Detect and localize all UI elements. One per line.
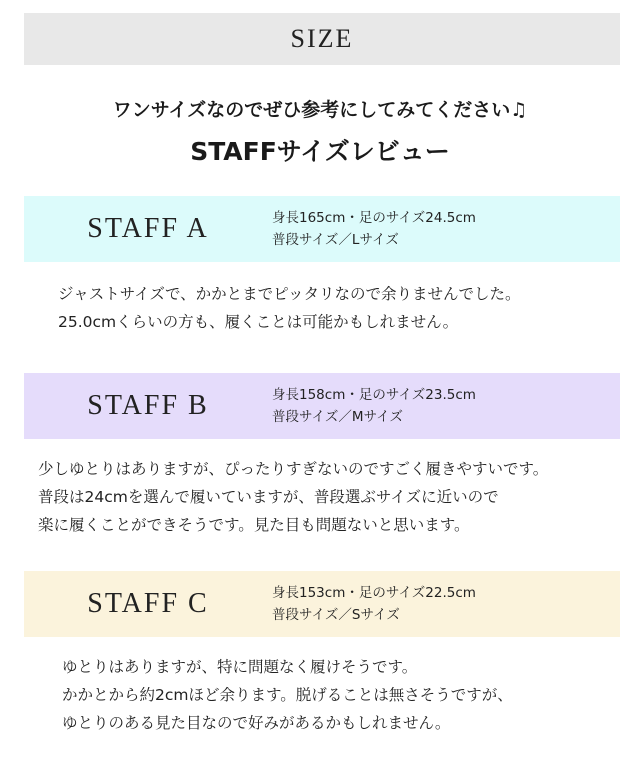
staff-b-review — [38, 455, 548, 539]
review-line: 普段は24cmを選んで履いていますが、普段選ぶサイズに近いので — [38, 488, 499, 506]
size-header-bar — [24, 13, 620, 65]
staff-b-measurements: 身長158cm・足のサイズ23.5cm — [272, 387, 476, 403]
review-line: ジャストサイズで、かかとまでピッタリなので余りませんでした。 — [58, 285, 521, 303]
review-line: かかとから約2cmほど余ります。脱げることは無さそうですが、 — [62, 686, 513, 704]
staff-b-usual-size: 普段サイズ／Mサイズ — [272, 409, 403, 425]
staff-c-review — [62, 653, 513, 737]
review-line: ゆとりのある見た目なので好みがあるかもしれません。 — [62, 714, 451, 732]
staff-review-heading: STAFFサイズレビュー — [190, 137, 450, 166]
staff-a-usual-size: 普段サイズ／Lサイズ — [272, 232, 399, 248]
review-line: ゆとりはありますが、特に問題なく履けそうです。 — [62, 658, 418, 676]
staff-a-measurements: 身長165cm・足のサイズ24.5cm — [272, 210, 476, 226]
staff-a-band — [24, 196, 620, 262]
staff-b-name: STAFF B — [87, 390, 209, 421]
review-line: 楽に履くことができそうです。見た目も問題ないと思います。 — [38, 516, 470, 534]
staff-a-name: STAFF A — [87, 213, 209, 244]
review-line: 25.0cmくらいの方も、履くことは可能かもしれません。 — [58, 313, 459, 331]
staff-c-measurements: 身長153cm・足のサイズ22.5cm — [272, 585, 476, 601]
staff-c-name: STAFF C — [87, 588, 209, 619]
staff-b-band — [24, 373, 620, 439]
staff-c-usual-size: 普段サイズ／Sサイズ — [272, 607, 400, 623]
staff-c-band — [24, 571, 620, 637]
staff-a-review — [58, 280, 521, 336]
staff-a-info — [272, 207, 476, 251]
staff-b-info — [272, 384, 476, 428]
review-line: 少しゆとりはありますが、ぴったりすぎないのですごく履きやすいです。 — [38, 460, 549, 478]
staff-c-info — [272, 582, 476, 626]
intro-message: ワンサイズなのでぜひ参考にしてみてください♫ — [112, 99, 528, 121]
size-title: SIZE — [290, 24, 354, 53]
